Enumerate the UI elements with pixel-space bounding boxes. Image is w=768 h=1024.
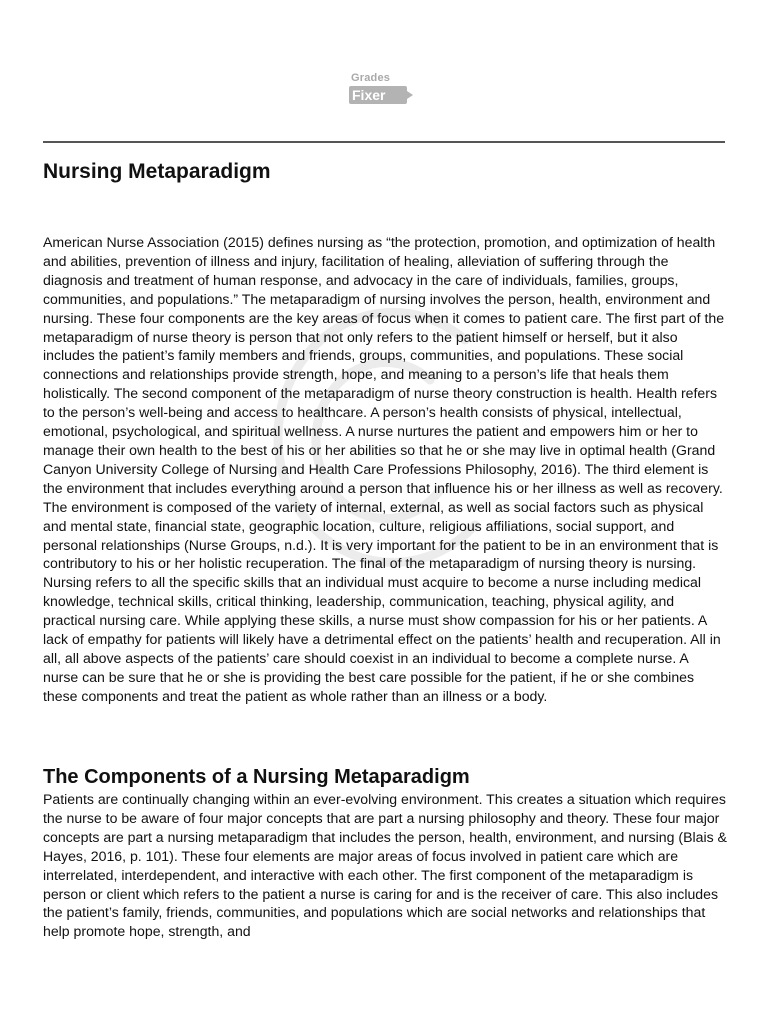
page-title: Nursing Metaparadigm bbox=[43, 160, 271, 183]
body-paragraph-2: Patients are continually changing within an ever-evolving environment. This creates a situation which requires the nurse to be aware of four major concepts that are part a nursing philosophy and theory. These four major concepts are part a nursing metaparadigm that includes the person, health, environment, and nursing (Blais & Hayes, 2016, p. 101). These four elements are major areas of focus involved in patient care which are interrelated, interdependent, and interactive with each other. The first component of the metaparadigm is person or client which refers to the patient a nurse is caring for and is the receiver of care. This also includes the patient’s family, friends, communities, and populations which are social networks and relationships that help promote hope, strength, and bbox=[43, 791, 727, 940]
logo-arrow-icon bbox=[407, 91, 413, 99]
grades-fixer-logo bbox=[349, 72, 421, 108]
logo-text-grades: Grades bbox=[351, 72, 391, 84]
body-paragraph-1: American Nurse Association (2015) defines nursing as “the protection, promotion, and optimization of health and abilities, prevention of illness and injury, facilitation of healing, alleviation of suffering through the diagnosis and treatment of human response, and advocacy in the care of individuals, families, groups, communities, and populations.” The metaparadigm of nursing involves the person, health, environment and nursing. These four components are the key areas of focus when it comes to patient care. The first part of the metaparadigm of nurse theory is person that not only refers to the patient himself or herself, but it also includes the patient’s family members and friends, groups, communities, and populations. These social connections and relationships provide strength, hope, and meaning to a person’s life that heals them holistically. The second component of the metaparadigm of nurse theory construction is health. Health refers to the person’s well-being and access to healthcare. A person’s health consists of physical, intellectual, emotional, psychological, and spiritual wellness. A nurse nurtures the patient and empowers him or her to manage their own health to the best of his or her abilities so that he or she may live in optimal health (Grand Canyon University College of Nursing and Health Care Professions Philosophy, 2016). The third element is the environment that includes everything around a person that influence his or her illness as well as recovery. The environment is composed of the variety of internal, external, as well as social factors such as physical and mental state, financial state, geographic location, culture, religious affiliations, social support, and personal relationships (Nurse Groups, n.d.). It is very important for the patient to be in an environment that is contributory to his or her holistic recuperation. The final of the metaparadigm of nursing theory is nursing. Nursing refers to all the specific skills that an individual must acquire to become a nurse including medical knowledge, technical skills, critical thinking, leadership, communication, teaching, physical agility, and practical nursing care. While applying these skills, a nurse must show compassion for his or her patients. A lack of empathy for patients will likely have a detrimental effect on the patients’ health and recuperation. All in all, all above aspects of the patients’ care should coexist in an individual to become a complete nurse. A nurse can be sure that he or she is providing the best care possible for the patient, if he or she combines these components and treat the patient as whole rather than an illness or a body. bbox=[43, 234, 725, 704]
header-divider bbox=[43, 141, 725, 143]
section-heading: The Components of a Nursing Metaparadigm bbox=[43, 766, 470, 788]
logo-text-fixer: Fixer bbox=[352, 87, 386, 103]
